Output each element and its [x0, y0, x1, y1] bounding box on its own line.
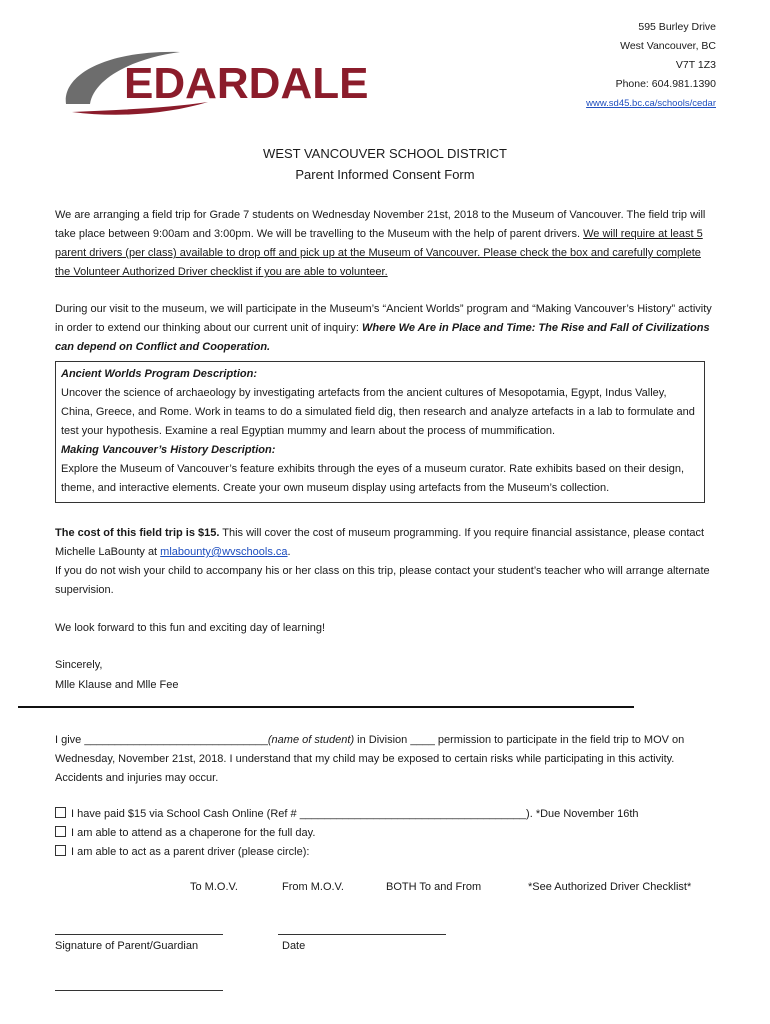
checkbox-row-payment: [55, 805, 715, 824]
checkbox-icon[interactable]: [55, 807, 66, 818]
consent-division-text: in Division ____ permission to participate in the field trip to MOV on Wednesday, November 21st, 2018. I understand that my child may be exposed to certain risks while participating in this activity. Accidents and injuries may occur.: [55, 734, 685, 784]
phone-line: Phone: 604.981.1390: [615, 78, 716, 90]
closing-line: We look forward to this fun and exciting day of learning!: [55, 622, 326, 634]
tear-off-divider: [18, 706, 634, 708]
alternate-supervision-text: If you do not wish your child to accompany his or her class on this trip, please contact your student’s teacher who will arrange alternate supervision.: [55, 565, 710, 596]
program-description-box: [55, 361, 705, 503]
form-title: Parent Informed Consent Form: [295, 167, 475, 182]
checkbox-row-driver: [55, 843, 715, 862]
cost-bold-text: The cost of this field trip is $15.: [55, 527, 220, 539]
cost-text: This will cover the cost of museum programming. If you require financial assistance, please contact Michelle LaBounty at: [55, 527, 705, 558]
driver-checklist-note: *See Authorized Driver Checklist*: [528, 881, 692, 893]
inquiry-unit-text: Where We Are in Place and Time: The Rise and Fall of Civilizations can depend on Conflict and Cooperation.: [55, 322, 710, 353]
ancient-worlds-text: Uncover the science of archaeology by investigating artefacts from the ancient cultures of Mesopotamia, Egypt, Indus Valley, China, Greece, and Rome. Work in teams to do a simulated field dig, then research and analyze artefacts in a lab to formulate and test your hypothesis. Examine a real Egyptian mummy and learn about the process of mummification.: [61, 387, 695, 437]
extra-signature-line[interactable]: [55, 990, 223, 991]
checkbox-label-driver: I am able to act as a parent driver (please circle):: [71, 846, 310, 858]
ancient-worlds-heading: Ancient Worlds Program Description:: [61, 368, 257, 380]
consent-statement: [55, 731, 715, 788]
intro-paragraph: [55, 206, 715, 282]
driver-request-text: We will require at least 5 parent drivers (per class) available to drop off and pick up at the Museum of Vancouver. Please check the box and carefully complete the Volunteer Authorized Driver checklist if you are able to volunteer.: [55, 228, 703, 278]
sincerely-text: Sincerely,: [55, 659, 103, 671]
checkbox-icon[interactable]: [55, 826, 66, 837]
making-vancouver-heading: Making Vancouver’s History Description:: [61, 444, 276, 456]
consent-give-text: I give ______________________________: [55, 734, 268, 746]
date-line[interactable]: [278, 934, 446, 935]
checkbox-row-chaperone: [55, 824, 715, 843]
date-label: Date: [282, 940, 306, 952]
driver-option-both[interactable]: BOTH To and From: [386, 881, 482, 893]
driver-option-from[interactable]: From M.O.V.: [282, 881, 344, 893]
checkbox-icon[interactable]: [55, 845, 66, 856]
district-title: WEST VANCOUVER SCHOOL DISTRICT: [263, 146, 507, 161]
contact-email-link[interactable]: mlabounty@wvschools.ca: [160, 546, 288, 558]
cedardale-logo: [58, 44, 418, 120]
driver-option-to[interactable]: To M.O.V.: [190, 881, 238, 893]
making-vancouver-text: Explore the Museum of Vancouver’s feature exhibits through the eyes of a museum curator. Rate exhibits based on their design, theme, and interactive elements. Create your own museum display using artefacts from the Museum’s collection.: [61, 463, 685, 494]
visit-text: During our visit to the museum, we will participate in the Museum’s “Ancient Worlds” program and “Making Vancouver’s History” activity in order to extend our thinking about our current unit of inquiry:: [55, 303, 712, 334]
checkbox-label-payment: I have paid $15 via School Cash Online (Ref # _____________________________________). *Due November 16th: [71, 808, 639, 820]
cost-paragraph: [55, 524, 715, 562]
intro-text: We are arranging a field trip for Grade 7 students on Wednesday November 21st, 2018 to the Museum of Vancouver. The field trip will take place between 9:00am and 3:00pm. We will be travelling to the Museum with the help of parent drivers.: [55, 209, 706, 240]
address-line: West Vancouver, BC: [620, 40, 716, 52]
school-website-link[interactable]: www.sd45.bc.ca/schools/cedar: [586, 98, 716, 109]
cost-end: .: [287, 546, 291, 558]
checkbox-label-chaperone: I am able to attend as a chaperone for the full day.: [71, 827, 316, 839]
parent-signature-line[interactable]: [55, 934, 223, 935]
parent-signature-label: Signature of Parent/Guardian: [55, 940, 199, 952]
address-line: 595 Burley Drive: [638, 21, 716, 33]
teacher-names: Mlle Klause and Mlle Fee: [55, 679, 179, 691]
student-name-hint: (name of student): [267, 734, 355, 746]
school-address: [586, 18, 716, 113]
logo-text: EDARDALE: [124, 59, 369, 108]
address-line: V7T 1Z3: [675, 59, 716, 71]
visit-paragraph: [55, 300, 715, 357]
